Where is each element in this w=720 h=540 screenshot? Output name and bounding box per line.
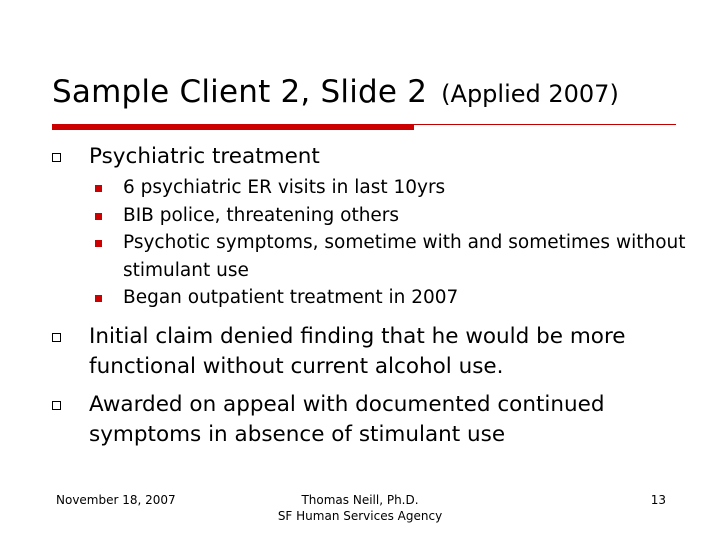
filled-square-bullet-icon	[95, 185, 102, 192]
filled-square-bullet-icon	[95, 213, 102, 220]
sub-bullet	[95, 202, 710, 230]
filled-square-bullet-icon	[95, 240, 102, 247]
sub-bullet	[95, 284, 710, 312]
footer-page-number: 13	[650, 493, 666, 507]
title-subtitle: (Applied 2007)	[441, 80, 619, 108]
title-main: Sample Client 2, Slide 2	[52, 74, 428, 110]
sub-bullet-text: Psychotic symptoms, sometime with and sometimes without stimulant use	[123, 232, 686, 281]
footer-date: November 18, 2007	[56, 493, 176, 507]
slide-title	[52, 74, 619, 110]
title-accent-bar	[52, 124, 414, 130]
bullet-text: Initial claim denied finding that he would be more functional without current alcohol use.	[89, 324, 626, 379]
filled-square-bullet-icon	[95, 295, 102, 302]
bullet-psychiatric-treatment	[52, 142, 692, 172]
hollow-square-bullet-icon	[52, 401, 61, 410]
sub-bullet-list	[95, 174, 710, 312]
footer-organization: SF Human Services Agency	[277, 509, 443, 523]
sub-bullet	[95, 174, 710, 202]
footer-author-block	[240, 492, 480, 524]
bullet-text: Awarded on appeal with documented continued symptoms in absence of stimulant use	[89, 392, 605, 447]
sub-bullet	[95, 229, 710, 284]
footer-author: Thomas Neill, Ph.D.	[301, 493, 419, 507]
sub-bullet-text: BIB police, threatening others	[123, 204, 400, 226]
hollow-square-bullet-icon	[52, 153, 61, 162]
bullet-initial-claim	[52, 322, 692, 382]
sub-bullet-text: 6 psychiatric ER visits in last 10yrs	[123, 177, 446, 198]
hollow-square-bullet-icon	[52, 333, 61, 342]
sub-bullet-text: Began outpatient treatment in 2007	[123, 287, 459, 308]
bullet-awarded-on-appeal	[52, 390, 692, 450]
bullet-text: Psychiatric treatment	[89, 144, 320, 169]
